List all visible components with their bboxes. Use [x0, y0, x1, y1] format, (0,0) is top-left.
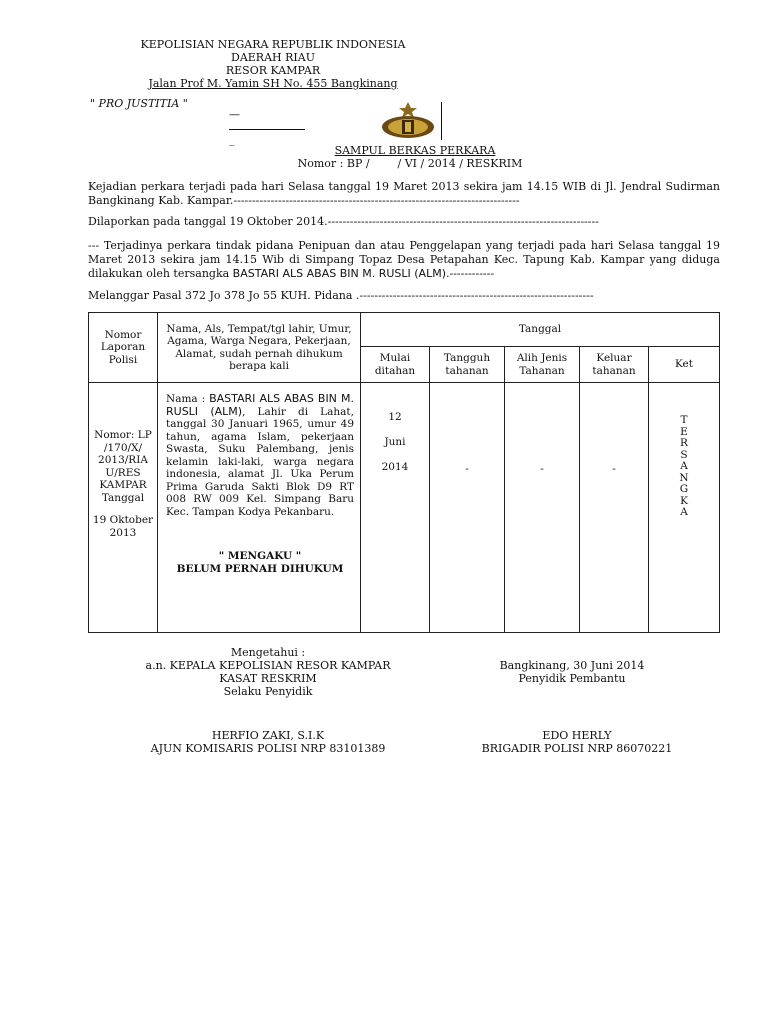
report-number: Nomor: LP /170/X/ 2013/RIA U/RES KAMPAR Tanggal: [94, 429, 152, 504]
confession-status: " MENGAKU ": [218, 550, 302, 562]
suspect-details: [166, 393, 354, 518]
header-tanggal: Tanggal: [361, 313, 720, 347]
ket-letter: T: [680, 414, 688, 426]
logo-divider: [441, 102, 442, 140]
address: Jalan Prof M. Yamin SH No. 455 Bangkinang: [148, 77, 398, 90]
ket-letter: A: [680, 460, 688, 472]
signatory-name: HERFIO ZAKI, S.I.K: [211, 729, 325, 742]
case-text-end: .------------: [445, 267, 495, 280]
pro-justitia: " PRO JUSTITIA ": [90, 97, 188, 110]
document-number: Nomor : BP / / VI / 2014 / RESKRIM: [297, 157, 523, 170]
ket-letter: E: [680, 425, 688, 438]
case-paragraph: [88, 239, 720, 281]
resort-name: RESOR KAMPAR: [225, 64, 321, 77]
header-nama: Nama, Als, Tempat/tgl lahir, Umur, Agama, Warga Negara, Pekerjaan, Alamat, sudah pernah dihukum berapa kali: [158, 313, 361, 383]
ket-letter: R: [680, 437, 688, 449]
table-row: [89, 383, 720, 633]
signatory-left: [118, 729, 418, 755]
signatory-right: [472, 729, 682, 755]
case-text: --- Terjadinya perkara tindak pidana Penipuan dan atau Penggelapan yang terjadi pada hari Selasa tanggal 19 Maret 2013 sekira jam 14.15 Wib di Simpang Topaz Desa Petapahan Kec. Tapung Kab. Kampar yang diduga dilakukan oleh tersangka: [88, 239, 720, 280]
dash-mark: —: [229, 108, 240, 121]
role-label: Selaku Penyidik: [223, 685, 313, 698]
cell-tangguh: -: [430, 383, 505, 633]
police-emblem-icon: [378, 100, 438, 140]
ket-letter: A: [680, 506, 688, 518]
institution-name: KEPOLISIAN NEGARA REPUBLIK INDONESIA: [140, 38, 406, 51]
ket-letter: S: [680, 448, 688, 461]
region-name: DAERAH RIAU: [231, 51, 315, 64]
suspect-name: BASTARI ALS ABAS BIN M. RUSLI (ALM): [232, 267, 446, 280]
signature-left: [118, 646, 418, 698]
cell-nomor: [89, 383, 158, 633]
underline-rule: [229, 129, 305, 130]
suspect-details-text: , Lahir di Lahat, tanggal 30 Januari 1965, umur 49 tahun, agama Islam, pekerjaan Swasta, Suku Palembang, jenis kelamin laki-laki, warga negara indonesia, alamat Jl. Uka Perum Prima Garuda Sakti Blok D9 RT 008 RW 009 Kel. Simpang Baru Kec. Tampan Kodya Pekanbaru.: [166, 405, 354, 518]
document-title: SAMPUL BERKAS PERKARA: [334, 144, 496, 157]
suspect-name-cell: BASTARI ALS ABAS BIN M. RUSLI (ALM): [166, 392, 354, 418]
incident-paragraph: Kejadian perkara terjadi pada hari Selasa tanggal 19 Maret 2013 sekira jam 14.15 WIB di Jl. Jendral Sudirman Bangkinang Kab. Kampar.-----------------------------------------------------------------------------: [88, 180, 720, 207]
header-ket: Ket: [649, 347, 720, 383]
case-table: [88, 312, 720, 633]
report-date-paragraph: Dilaporkan pada tanggal 19 Oktober 2014.-------------------------------------------------------------------------: [88, 215, 599, 228]
cell-alih: -: [505, 383, 580, 633]
place-date: Bangkinang, 30 Juni 2014: [499, 659, 645, 672]
signatory-rank: AJUN KOMISARIS POLISI NRP 83101389: [150, 742, 386, 755]
letterhead: [118, 38, 428, 90]
signature-right: [472, 659, 672, 685]
ket-letter: G: [679, 483, 689, 495]
acknowledged-label: Mengetahui :: [230, 646, 306, 659]
header-nomor: Nomor Laporan Polisi: [89, 313, 158, 383]
detention-day: 12: [388, 411, 402, 423]
cell-keluar: -: [580, 383, 649, 633]
role-label-right: Penyidik Pembantu: [518, 672, 626, 685]
cell-mulai: [361, 383, 430, 633]
header-mulai: Mulai ditahan: [361, 347, 430, 383]
header-tangguh: Tangguh tahanan: [430, 347, 505, 383]
signatory-name-right: EDO HERLY: [542, 729, 612, 742]
prior-convictions: BELUM PERNAH DIHUKUM: [176, 562, 344, 575]
detention-year: 2014: [381, 461, 409, 473]
name-label: Nama :: [166, 393, 210, 405]
header-alih: Alih Jenis Tahanan: [505, 347, 580, 383]
dash-mark-small: _: [229, 133, 235, 146]
detention-month: Juni: [384, 436, 406, 448]
signatory-rank-right: BRIGADIR POLISI NRP 86070221: [481, 742, 673, 755]
cell-nama: [158, 383, 361, 633]
header-keluar: Keluar tahanan: [580, 347, 649, 383]
ket-letter: N: [679, 471, 689, 484]
report-date: 19 Oktober 2013: [92, 514, 154, 539]
kasat-label: KASAT RESKRIM: [219, 672, 317, 685]
cell-ket: [649, 383, 720, 633]
ket-letter: K: [680, 494, 688, 507]
on-behalf-label: a.n. KEPALA KEPOLISIAN RESOR KAMPAR: [145, 659, 391, 672]
violation-paragraph: Melanggar Pasal 372 Jo 378 Jo 55 KUH. Pidana .---------------------------------------------------------------: [88, 289, 594, 302]
